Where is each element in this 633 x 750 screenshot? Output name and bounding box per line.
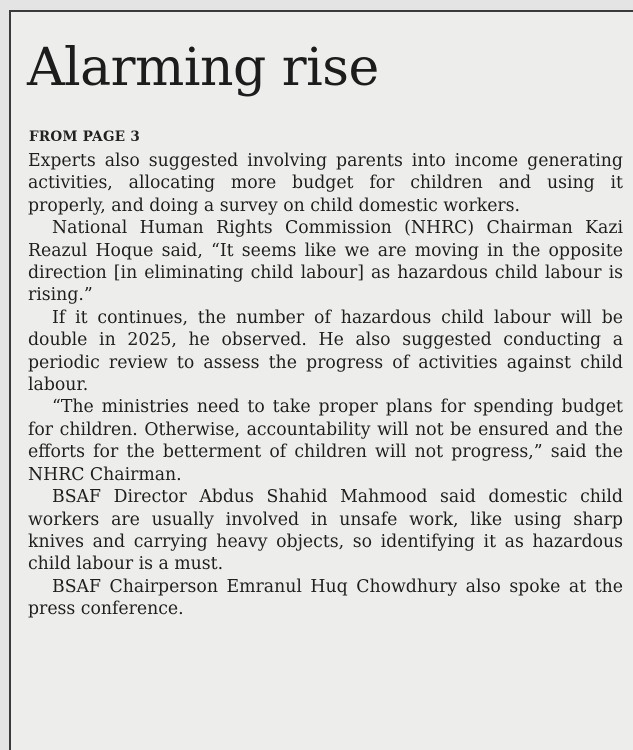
paragraph: If it continues, the number of hazardous child labour will be double in 2025, he observed. He also suggested conducting a periodic review to assess the progress of activities against child labour.: [28, 307, 623, 396]
continuation-kicker: FROM PAGE 3: [29, 129, 141, 145]
article-body: [28, 150, 623, 621]
paragraph: BSAF Director Abdus Shahid Mahmood said domestic child workers are usually involved in unsafe work, like using sharp knives and carrying heavy objects, so identifying it as hazardous child labour is a must.: [28, 487, 623, 575]
paragraph: National Human Rights Commission (NHRC) Chairman Kazi Reazul Hoque said, “It seems like we are moving in the opposite direction [in eliminating child labour] as hazardous child labour is rising.”: [28, 218, 623, 306]
newspaper-clipping: [9, 10, 633, 750]
paragraph: BSAF Chairperson Emranul Huq Chowdhury also spoke at the press conference.: [28, 576, 623, 620]
paragraph: “The ministries need to take proper plans for spending budget for children. Otherwise, accountability will not be ensured and the efforts for the betterment of children will not progress,” said the NHRC Chairman.: [28, 397, 623, 485]
headline: Alarming rise: [27, 38, 379, 98]
paragraph: Experts also suggested involving parents into income generating activities, allocating more budget for children and using it properly, and doing a survey on child domestic workers.: [28, 151, 623, 216]
